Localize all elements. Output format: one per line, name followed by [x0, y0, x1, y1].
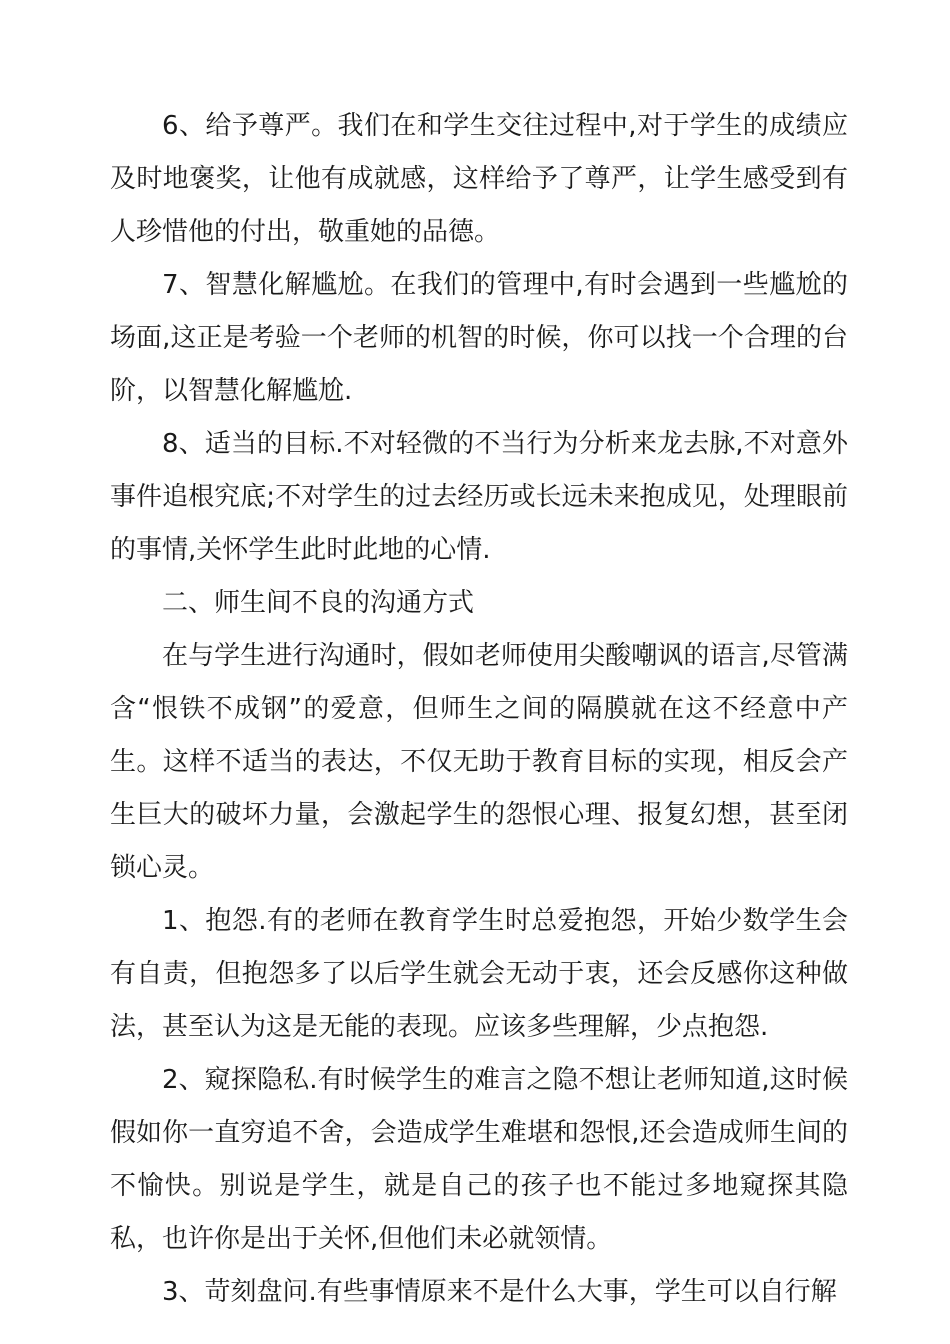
document-body: [110, 100, 848, 1319]
paragraph-complaining: 1、抱怨.有的老师在教育学生时总爱抱怨，开始少数学生会有自责，但抱怨多了以后学生就会无动于衷，还会反感你这种做法，甚至认为这是无能的表现。应该多些理解，少点抱怨.: [110, 906, 848, 1042]
section-heading-poor-communication: 二、师生间不良的沟通方式: [162, 588, 475, 618]
paragraph-communication-intro: 在与学生进行沟通时，假如老师使用尖酸嘲讽的语言,尽管满含“恨铁不成钢”的爱意，但师生之间的隔膜就在这不经意中产生。这样不适当的表达，不仅无助于教育目标的实现，相反会产生巨大的破坏力量，会激起学生的怨恨心理、报复幻想，甚至闭锁心灵。: [110, 641, 848, 883]
paragraph-appropriate-goals: 8、适当的目标.不对轻微的不当行为分析来龙去脉,不对意外事件追根究底;不对学生的过去经历或长远未来抱成见，处理眼前的事情,关怀学生此时此地的心情.: [110, 429, 848, 565]
paragraph-resolve-embarrassment: 7、智慧化解尴尬。在我们的管理中,有时会遇到一些尴尬的场面,这正是考验一个老师的机智的时候，你可以找一个合理的台阶，以智慧化解尴尬.: [110, 270, 848, 406]
paragraph-prying-privacy: 2、窥探隐私.有时候学生的难言之隐不想让老师知道,这时候假如你一直穷追不舍，会造成学生难堪和怨恨,还会造成师生间的不愉快。别说是学生，就是自己的孩子也不能过多地窥探其隐私，也许你是出于关怀,但他们未必就领情。: [110, 1065, 848, 1254]
paragraph-harsh-questioning: 3、苛刻盘问.有些事情原来不是什么大事，学生可以自行解: [162, 1277, 837, 1307]
paragraph-dignity: 6、给予尊严。我们在和学生交往过程中,对于学生的成绩应及时地褒奖，让他有成就感，这样给予了尊严，让学生感受到有人珍惜他的付出，敬重她的品德。: [110, 111, 848, 247]
